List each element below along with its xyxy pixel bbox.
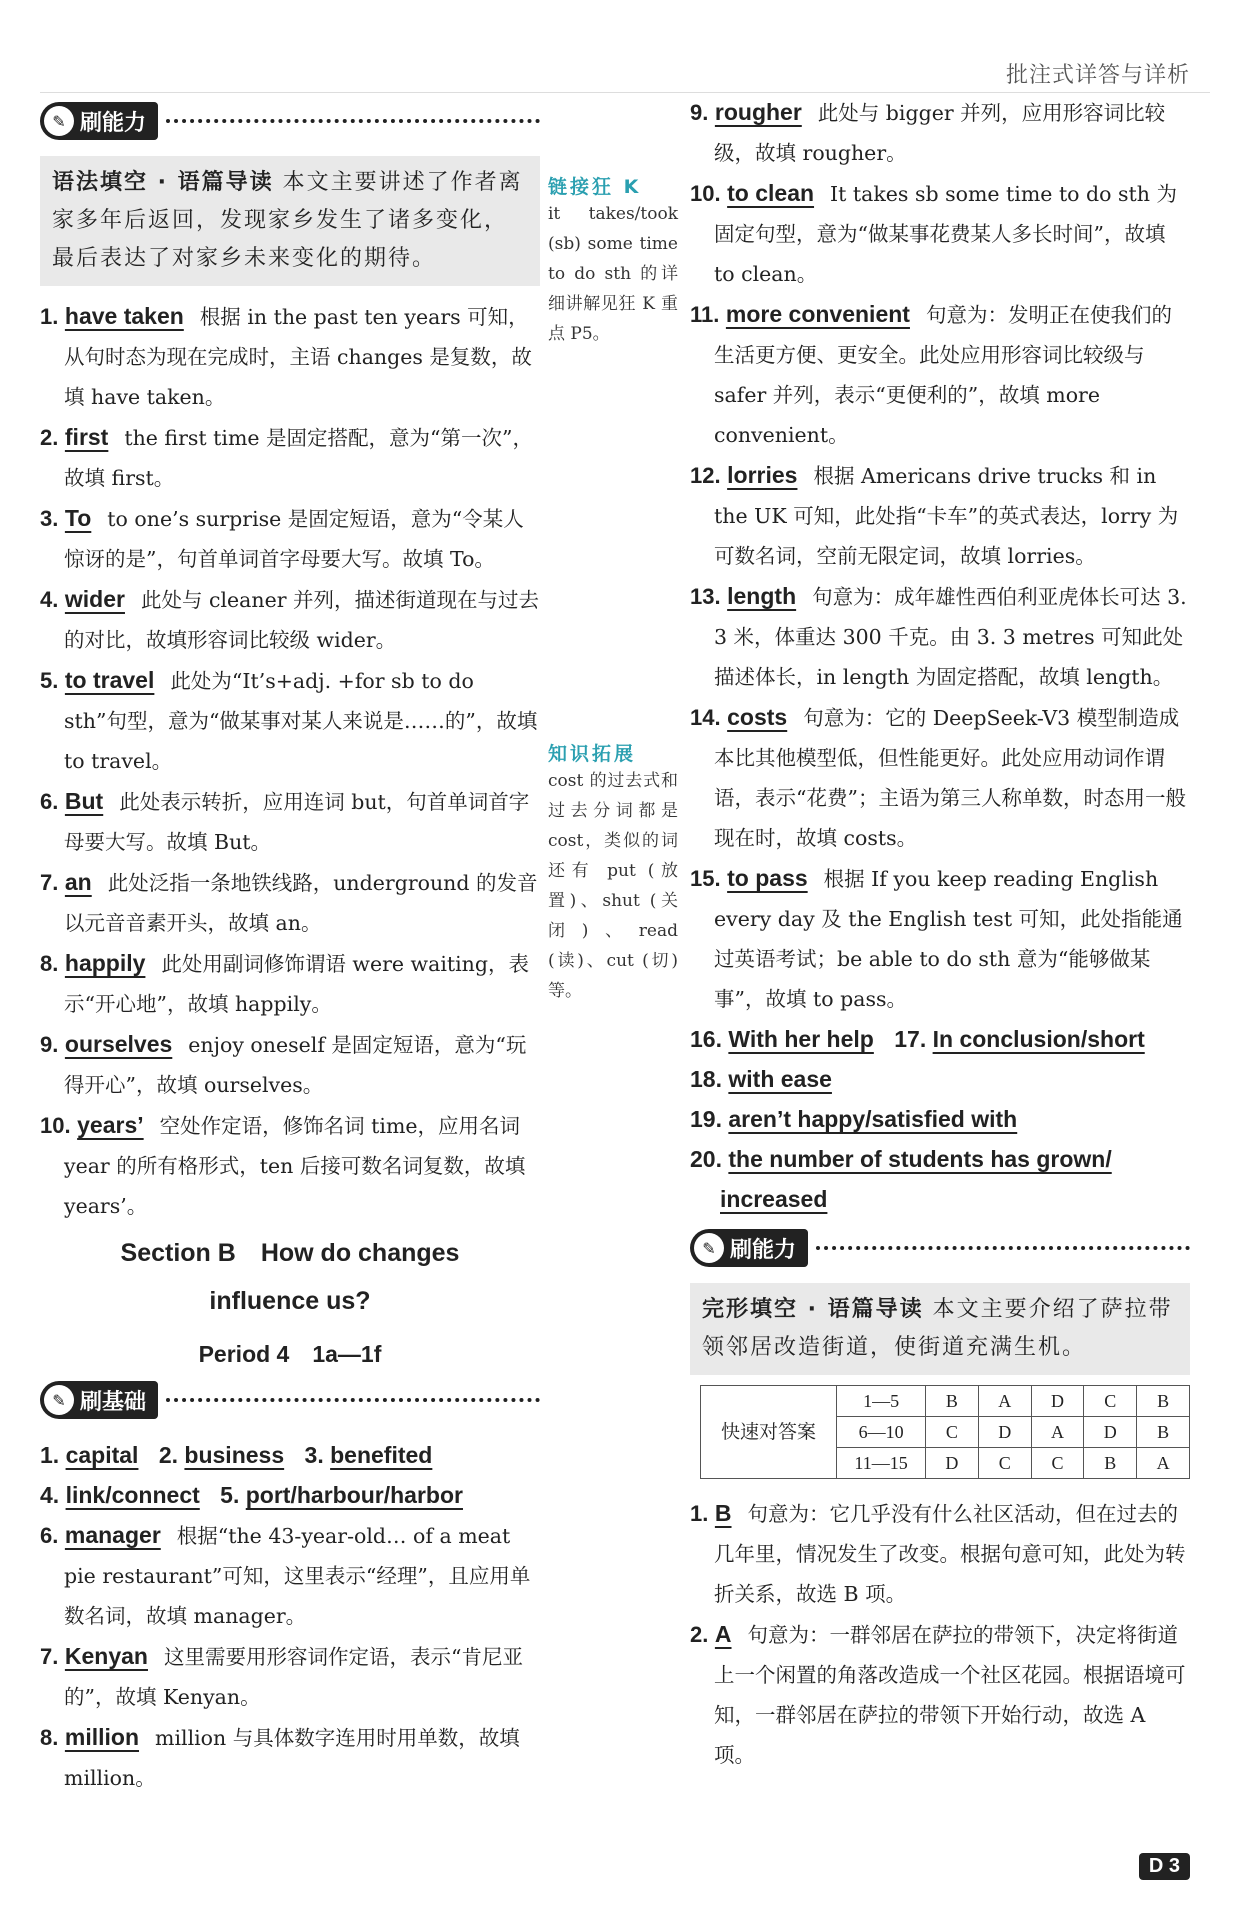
section-title-line2: influence us? bbox=[209, 1287, 371, 1315]
answer-line bbox=[40, 1475, 540, 1515]
section-badge-row bbox=[40, 1375, 540, 1425]
item-number: 12. bbox=[690, 463, 721, 488]
item-answer: wider bbox=[64, 586, 125, 612]
item-number: 20. bbox=[690, 1146, 722, 1172]
item-answer: have taken bbox=[64, 303, 184, 329]
item-answer: first bbox=[64, 424, 109, 450]
item-number: 1. bbox=[40, 1442, 60, 1468]
answer-item bbox=[40, 1717, 540, 1798]
dotted-divider bbox=[166, 1398, 540, 1402]
item-number: 2. bbox=[40, 425, 59, 450]
item-number: 9. bbox=[40, 1032, 59, 1057]
item-explanation: 根据“the 43-year-old… of a meat pie restaurant”可知，这里表示“经理”，且应用单数名词，故填 manager。 bbox=[64, 1524, 531, 1628]
table-cell: A bbox=[978, 1386, 1031, 1417]
answer-line bbox=[690, 1059, 1190, 1099]
item-answer: capital bbox=[65, 1442, 139, 1468]
item-answer: million bbox=[64, 1724, 140, 1750]
item-answer: an bbox=[64, 869, 92, 895]
item-answer: manager bbox=[64, 1522, 161, 1548]
item-answer: Kenyan bbox=[64, 1643, 148, 1669]
answer-item bbox=[690, 1493, 1190, 1614]
table-cell: D bbox=[926, 1448, 979, 1479]
answer-item bbox=[40, 498, 540, 579]
item-number: 1. bbox=[40, 304, 59, 329]
answer-list bbox=[40, 296, 540, 1226]
table-cell: C bbox=[1031, 1448, 1084, 1479]
item-explanation: 此处用副词修饰谓语 were waiting，表示“开心地”，故填 happily。 bbox=[64, 952, 529, 1016]
item-number: 14. bbox=[690, 705, 721, 730]
table-cell: B bbox=[926, 1386, 979, 1417]
item-number: 19. bbox=[690, 1106, 722, 1132]
intro-label: 语法填空 · 语篇导读 bbox=[52, 170, 274, 195]
item-answer: To bbox=[64, 505, 92, 531]
item-answer: With her help bbox=[728, 1026, 874, 1052]
answer-list bbox=[690, 92, 1190, 1019]
item-number: 5. bbox=[220, 1482, 240, 1508]
item-number: 6. bbox=[40, 789, 59, 814]
answer-item bbox=[40, 781, 540, 862]
item-explanation: enjoy oneself 是固定短语，意为“玩得开心”，故填 ourselves。 bbox=[64, 1033, 527, 1097]
item-number: 10. bbox=[690, 181, 721, 206]
basic-badge bbox=[40, 1381, 158, 1419]
item-explanation: 句意为：成年雄性西伯利亚虎体长可达 3. 3 米，体重达 300 千克。由 3. 3 metres 可知此处描述体长，in length 为固定搭配，故填 length。 bbox=[714, 585, 1187, 689]
item-explanation: It takes sb some time to do sth 为固定句型，意为“做某事花费某人多长时间”，故填 to clean。 bbox=[714, 182, 1177, 286]
basic-badge-label: 刷基础 bbox=[80, 1389, 147, 1415]
period-title: Period 4 1a—1f bbox=[198, 1341, 382, 1367]
item-answer: happily bbox=[64, 950, 146, 976]
table-range: 1—5 bbox=[837, 1386, 926, 1417]
answer-line bbox=[690, 1099, 1190, 1139]
answer-item bbox=[40, 579, 540, 660]
intro-box bbox=[690, 1283, 1190, 1375]
item-answer: But bbox=[64, 788, 104, 814]
table-cell: C bbox=[926, 1417, 979, 1448]
item-explanation: 句意为：发明正在使我们的生活更方便、更安全。此处应用形容词比较级与 safer 并列，表示“更便利的”，故填 more convenient。 bbox=[714, 303, 1172, 447]
answer-list bbox=[40, 1515, 540, 1798]
section-badge-row bbox=[690, 1223, 1190, 1273]
item-answer: link/connect bbox=[65, 1482, 200, 1508]
answer-item bbox=[40, 1024, 540, 1105]
item-explanation: 根据 If you keep reading English every day 及 the English test 可知，此处指能通过英语考试；be able to do sth 意为“能够做某事”，故填 to pass。 bbox=[714, 867, 1183, 1011]
item-explanation: 句意为：它的 DeepSeek-V3 模型制造成本比其他模型低，但性能更好。此处应用动词作谓语，表示“花费”；主语为第三人称单数，时态用一般现在时，故填 costs。 bbox=[714, 706, 1186, 850]
item-number: 3. bbox=[40, 506, 59, 531]
item-explanation: the first time 是固定搭配，意为“第一次”，故填 first。 bbox=[64, 426, 534, 490]
right-column bbox=[690, 92, 1190, 1775]
answer-item bbox=[40, 943, 540, 1024]
ability-badge bbox=[40, 102, 158, 140]
answer-item bbox=[690, 697, 1190, 858]
header-title: 批注式详答与详析 bbox=[1005, 63, 1190, 88]
item-answer: benefited bbox=[330, 1442, 433, 1468]
item-answer: A bbox=[714, 1621, 732, 1647]
dotted-divider bbox=[816, 1246, 1190, 1250]
item-answer: business bbox=[184, 1442, 285, 1468]
item-answer: lorries bbox=[727, 462, 798, 488]
item-explanation: 根据 Americans drive trucks 和 in the UK 可知，此处指“卡车”的英式表达，lorry 为可数名词，空前无限定词，故填 lorries。 bbox=[714, 464, 1179, 568]
answer-item bbox=[40, 296, 540, 417]
link-tag: 链接狂 K bbox=[548, 176, 642, 198]
answer-line bbox=[690, 1019, 1190, 1059]
item-number: 16. bbox=[690, 1026, 722, 1052]
table-cell: B bbox=[1137, 1417, 1190, 1448]
ability-badge-label: 刷能力 bbox=[80, 110, 147, 136]
table-cell: C bbox=[1084, 1386, 1137, 1417]
item-number: 9. bbox=[690, 100, 709, 125]
answer-item bbox=[690, 92, 1190, 173]
answer-item bbox=[40, 1515, 540, 1636]
answer-line bbox=[40, 1435, 540, 1475]
intro-text: 本文主要介绍了萨拉带领邻居改造街道，使街道充满生机。 bbox=[702, 1297, 1173, 1360]
item-answer: aren’t happy/satisfied with bbox=[728, 1106, 1018, 1132]
item-explanation: 句意为：它几乎没有什么社区活动，但在过去的几年里，情况发生了改变。根据句意可知，此处为转折关系，故选 B 项。 bbox=[714, 1502, 1186, 1606]
answer-item bbox=[690, 576, 1190, 697]
item-explanation: 根据 in the past ten years 可知，从句时态为现在完成时，主语 changes 是复数，故填 have taken。 bbox=[64, 305, 532, 409]
item-number: 15. bbox=[690, 866, 721, 891]
item-answer: ourselves bbox=[64, 1031, 173, 1057]
answer-item bbox=[690, 1614, 1190, 1775]
answer-item bbox=[40, 660, 540, 781]
table-cell: B bbox=[1137, 1386, 1190, 1417]
item-number: 7. bbox=[40, 1644, 59, 1669]
item-answer: years’ bbox=[77, 1112, 144, 1138]
item-explanation: 这里需要用形容词作定语，表示“肯尼亚的”，故填 Kenyan。 bbox=[64, 1645, 523, 1709]
item-answer: In conclusion/short bbox=[932, 1026, 1145, 1052]
knowledge-tag: 知识拓展 bbox=[548, 743, 637, 765]
answer-item bbox=[690, 173, 1190, 294]
ability-badge bbox=[690, 1229, 808, 1267]
link-note: it takes/took (sb) some time to do sth 的详细讲解见狂 K 重点 P5。 bbox=[548, 204, 678, 344]
item-explanation: 此处为“It’s+adj. +for sb to do sth”句型，意为“做某事对某人来说是……的”，故填 to travel。 bbox=[64, 669, 538, 773]
item-number: 6. bbox=[40, 1523, 59, 1548]
item-number: 5. bbox=[40, 668, 59, 693]
ability-badge-label: 刷能力 bbox=[730, 1237, 797, 1263]
item-number: 11. bbox=[690, 302, 720, 327]
table-row bbox=[701, 1386, 1190, 1417]
item-number: 7. bbox=[40, 870, 59, 895]
item-explanation: 此处与 bigger 并列，应用形容词比较级，故填 rougher。 bbox=[714, 101, 1166, 165]
item-number: 8. bbox=[40, 951, 59, 976]
item-answer: length bbox=[727, 583, 797, 609]
answer-item bbox=[40, 1636, 540, 1717]
section-title-line1: Section B How do changes bbox=[120, 1239, 460, 1267]
section-badge-row bbox=[40, 96, 540, 146]
answer-item bbox=[40, 1105, 540, 1226]
brush-icon: ✎ bbox=[44, 1385, 74, 1415]
answer-item bbox=[690, 858, 1190, 1019]
item-number: 4. bbox=[40, 1482, 60, 1508]
intro-box bbox=[40, 156, 540, 286]
intro-label: 完形填空 · 语篇导读 bbox=[702, 1297, 924, 1322]
page-number: D 3 bbox=[1139, 1853, 1190, 1880]
item-explanation: to one’s surprise 是固定短语，意为“令某人惊讶的是”，句首单词首字母要大写。故填 To。 bbox=[64, 507, 524, 571]
item-number: 2. bbox=[690, 1622, 709, 1647]
intro-text: 本文主要讲述了作者离家多年后返回，发现家乡发生了诸多变化，最后表达了对家乡未来变化的期待。 bbox=[52, 170, 523, 271]
item-answer: port/harbour/harbor bbox=[245, 1482, 463, 1508]
answer-item bbox=[40, 862, 540, 943]
brush-icon: ✎ bbox=[44, 106, 74, 136]
answer-item bbox=[40, 417, 540, 498]
item-answer: with ease bbox=[728, 1066, 832, 1092]
item-number: 2. bbox=[158, 1442, 179, 1468]
table-cell: C bbox=[978, 1448, 1031, 1479]
table-cell: A bbox=[1031, 1417, 1084, 1448]
table-cell: D bbox=[1031, 1386, 1084, 1417]
item-number: 18. bbox=[690, 1066, 722, 1092]
item-number: 13. bbox=[690, 584, 721, 609]
item-answer: costs bbox=[727, 704, 788, 730]
item-answer: to pass bbox=[727, 865, 808, 891]
item-answer: the number of students has grown/ bbox=[728, 1146, 1112, 1172]
item-number: 8. bbox=[40, 1725, 59, 1750]
brush-icon: ✎ bbox=[694, 1233, 724, 1263]
item-explanation: 此处表示转折，应用连词 but，句首单词首字母要大写。故填 But。 bbox=[64, 790, 530, 854]
table-cell: D bbox=[1084, 1417, 1137, 1448]
dotted-divider bbox=[166, 119, 540, 123]
item-answer: to travel bbox=[64, 667, 155, 693]
table-cell: B bbox=[1084, 1448, 1137, 1479]
answer-list bbox=[690, 1493, 1190, 1775]
table-cell: A bbox=[1137, 1448, 1190, 1479]
item-number: 10. bbox=[40, 1113, 71, 1138]
item-explanation: 此处与 cleaner 并列，描述街道现在与过去的对比，故填形容词比较级 wider。 bbox=[64, 588, 540, 652]
answer-item bbox=[690, 455, 1190, 576]
item-number: 17. bbox=[894, 1026, 927, 1052]
item-number: 3. bbox=[304, 1442, 324, 1468]
answer-line bbox=[690, 1139, 1190, 1219]
item-answer: more convenient bbox=[725, 301, 910, 327]
knowledge-note: cost 的过去式和过去分词都是 cost，类似的词还有 put (放置)、shut (关闭)、read (读)、cut (切)等。 bbox=[548, 771, 678, 1001]
item-answer: increased bbox=[720, 1186, 828, 1212]
table-cell: D bbox=[978, 1417, 1031, 1448]
table-label: 快速对答案 bbox=[701, 1386, 837, 1479]
answer-item bbox=[690, 294, 1190, 455]
item-answer: rougher bbox=[714, 99, 802, 125]
item-number: 1. bbox=[690, 1501, 709, 1526]
quick-answer-table bbox=[700, 1385, 1190, 1479]
item-number: 4. bbox=[40, 587, 59, 612]
item-answer: to clean bbox=[727, 180, 815, 206]
item-explanation: 此处泛指一条地铁线路，underground 的发音以元音音素开头，故填 an。 bbox=[64, 871, 538, 935]
item-answer: B bbox=[714, 1500, 732, 1526]
table-range: 11—15 bbox=[837, 1448, 926, 1479]
left-column bbox=[40, 92, 540, 1798]
item-explanation: million 与具体数字连用时用单数，故填 million。 bbox=[64, 1726, 520, 1790]
item-explanation: 空处作定语，修饰名词 time，应用名词 year 的所有格形式，ten 后接可数名词复数，故填 years’。 bbox=[64, 1114, 526, 1218]
table-range: 6—10 bbox=[837, 1417, 926, 1448]
margin-notes bbox=[548, 172, 678, 1006]
item-explanation: 句意为：一群邻居在萨拉的带领下，决定将街道上一个闲置的角落改造成一个社区花园。根据语境可知，一群邻居在萨拉的带领下开始行动，故选 A 项。 bbox=[714, 1623, 1186, 1767]
